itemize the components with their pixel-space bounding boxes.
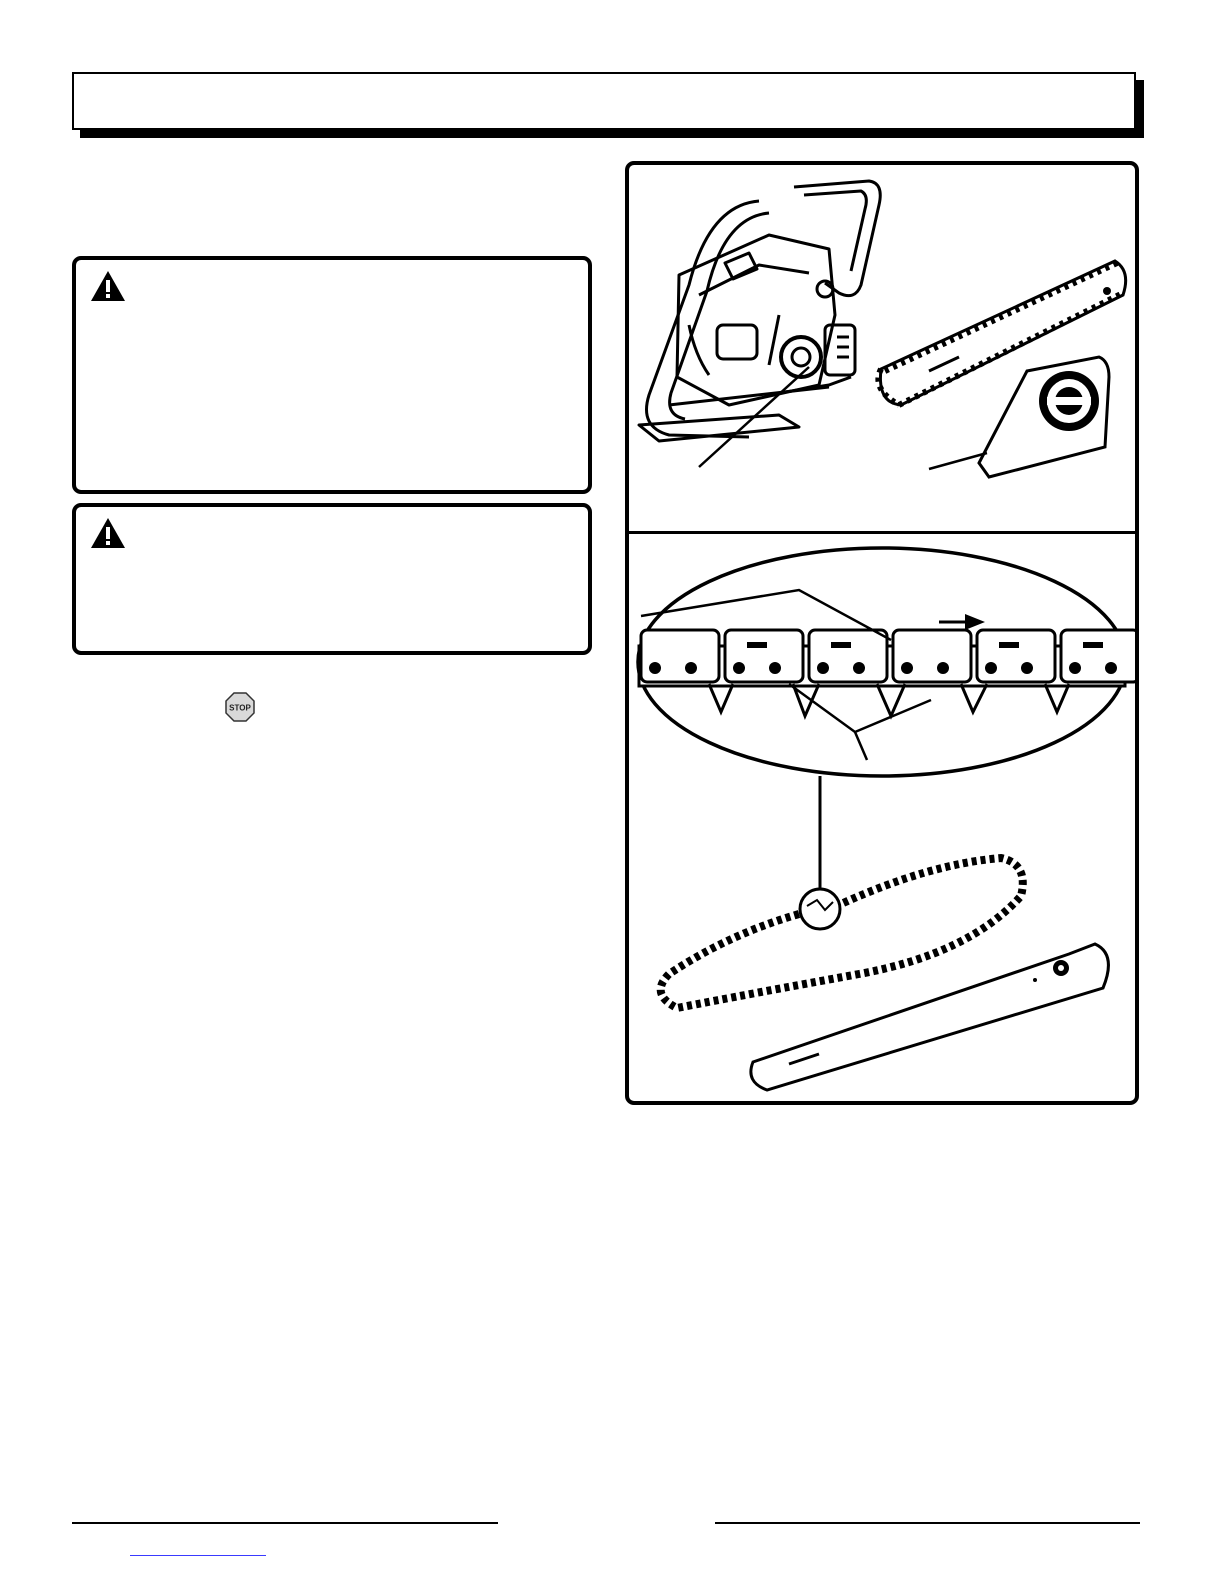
stop-sign-label: STOP (229, 703, 251, 713)
warning-triangle-icon (90, 270, 126, 302)
warning-box-2 (72, 503, 592, 655)
footer-rule-right (715, 1522, 1140, 1524)
page-title-bar (72, 72, 1136, 130)
footer-rule-left (72, 1522, 498, 1524)
warning-triangle-icon (90, 517, 126, 549)
stop-sign-icon (225, 692, 255, 722)
chain-detail-illustration (629, 534, 1135, 1101)
warning-box-1 (72, 256, 592, 494)
footer-link-underline[interactable] (130, 1555, 266, 1556)
chainsaw-illustration (629, 165, 1135, 531)
figure-panel (625, 161, 1139, 1105)
